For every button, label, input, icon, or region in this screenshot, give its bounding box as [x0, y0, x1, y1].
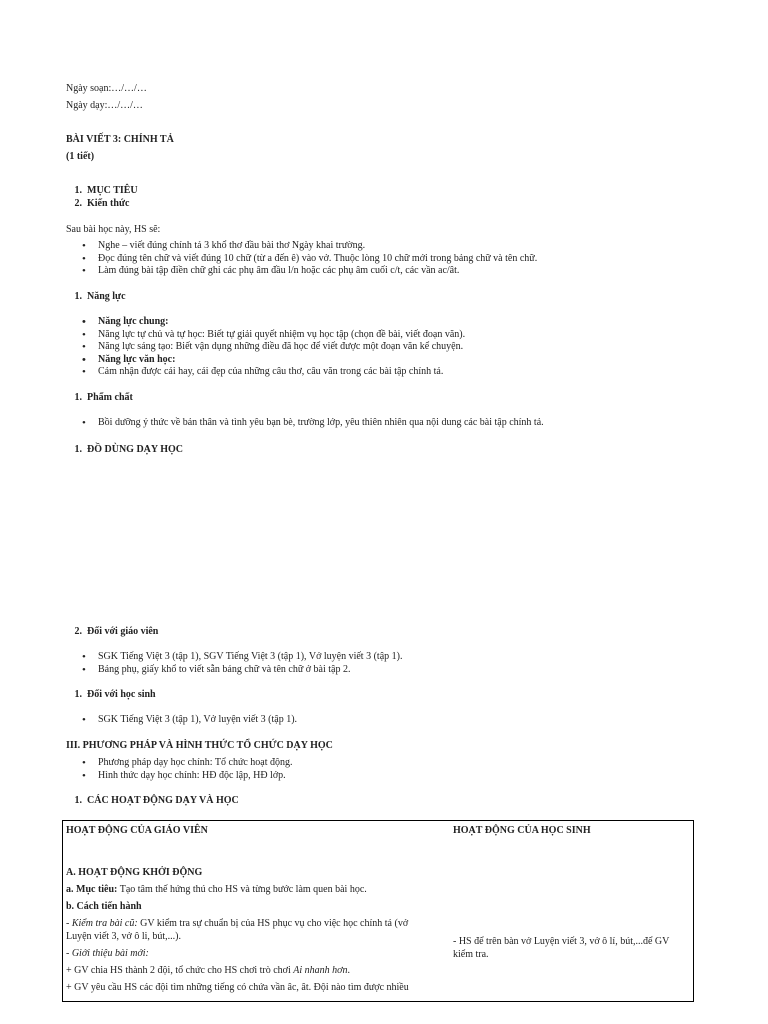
hoc-sinh-list: [82, 714, 297, 727]
list-item: • Năng lực tự chủ và tự học: Biết tự giải quyết nhiệm vụ học tập (chọn đề bài, viết đoạn văn).: [82, 329, 465, 342]
item-label: CÁC HOẠT ĐỘNG DẠY VÀ HỌC: [87, 795, 239, 806]
list-item: • Phương pháp dạy học chính: Tổ chức hoạt động.: [82, 757, 293, 770]
kien-thuc-list: [82, 240, 537, 278]
item-label: Phẩm chất: [87, 392, 133, 403]
khoi-dong-heading: A. HOẠT ĐỘNG KHỞI ĐỘNG: [66, 867, 203, 878]
item-number: 1.: [74, 392, 82, 403]
page-title: BÀI VIẾT 3: CHÍNH TẢ: [66, 134, 174, 145]
heading-phuong-phap: III. PHƯƠNG PHÁP VÀ HÌNH THỨC TỔ CHỨC DẠY HỌC: [66, 740, 333, 751]
heading-giao-vien: [66, 625, 158, 638]
item-number: 1.: [74, 185, 82, 196]
phuong-phap-list: [82, 757, 293, 782]
kiem-tra-line-2: Luyện viết 3, vở ô li, bút,...).: [66, 931, 181, 942]
list-item: • Năng lực chung:: [82, 316, 465, 329]
pham-chat-list: [82, 417, 544, 430]
heading-hoat-dong: [66, 794, 239, 807]
hs-de-line-1: - HS để trên bàn vở Luyện viết 3, vở ô lí, bút,...để GV: [453, 936, 670, 947]
list-item: • Nghe – viết đúng chính tả 3 khổ thơ đầu bài thơ Ngày khai trường.: [82, 240, 537, 253]
item-label: Đối với giáo viên: [87, 626, 159, 637]
list-item: • Hình thức dạy học chính: HĐ độc lập, HĐ lớp.: [82, 770, 293, 783]
list-item: • SGK Tiếng Việt 3 (tập 1), Vở luyện viết 3 (tập 1).: [82, 714, 297, 727]
kiem-tra-label: - Kiểm tra bài cũ:: [66, 918, 138, 929]
kiem-tra-text: GV kiểm tra sự chuẩn bị của HS phục vụ cho việc học chính tả (vở: [137, 918, 409, 929]
list-item: • Năng lực sáng tạo: Biết vận dụng những điều đã học để viết được một đoạn văn kể chuyện.: [82, 341, 465, 354]
item-label: Năng lực: [87, 291, 126, 302]
gioi-thieu: - Giới thiệu bài mới:: [66, 948, 149, 959]
item-muc-tieu: [66, 184, 138, 197]
intro-text: Sau bài học này, HS sẽ:: [66, 224, 161, 235]
heading-do-dung: [66, 443, 183, 456]
gv-yeu-cau: + GV yêu cầu HS các đội tìm những tiếng có chứa vần âc, ât. Đội nào tìm được nhiều: [66, 982, 409, 993]
item-label: Kiến thức: [87, 198, 130, 209]
list-item: • Làm đúng bài tập điền chữ ghi các phụ âm đầu l/n hoặc các phụ âm cuối c/t, các vần ac/ât.: [82, 265, 537, 278]
nang-luc-list: [82, 316, 465, 379]
ngay-day: Ngày dạy:…/…/…: [66, 100, 143, 111]
col-header-gv: HOẠT ĐỘNG CỦA GIÁO VIÊN: [66, 825, 208, 836]
item-number: 1.: [74, 291, 82, 302]
hs-de-line-2: kiểm tra.: [453, 949, 489, 960]
ngay-soan: Ngày soạn:…/…/…: [66, 83, 147, 94]
item-label: Đối với học sinh: [87, 689, 156, 700]
game-name: Ai nhanh hơn: [293, 965, 348, 976]
list-item: • Năng lực văn học:: [82, 354, 465, 367]
gv-chia-end: .: [347, 965, 350, 976]
giao-vien-list: [82, 651, 402, 676]
list-item: • Bảng phụ, giấy khổ to viết sẵn bảng chữ và tên chữ ở bài tập 2.: [82, 664, 402, 677]
list-item: • Bồi dưỡng ý thức về bản thân và tình yêu bạn bè, trường lớp, yêu thiên nhiên qua nội dung các bài tập chính tả.: [82, 417, 544, 430]
item-number: 2.: [74, 198, 82, 209]
gv-chia-text: + GV chia HS thành 2 đội, tổ chức cho HS chơi trò chơi: [66, 965, 294, 976]
item-number: 1.: [74, 689, 82, 700]
activities-table: [62, 820, 694, 1002]
item-kien-thuc: [66, 197, 129, 210]
list-item: • SGK Tiếng Việt 3 (tập 1), SGV Tiếng Việt 3 (tập 1), Vở luyện viết 3 (tập 1).: [82, 651, 402, 664]
item-label: MỤC TIÊU: [87, 185, 138, 196]
list-item: • Đọc đúng tên chữ và viết đúng 10 chữ (từ a đến ê) vào vở. Thuộc lòng 10 chữ mới trong bảng chữ và tên chữ.: [82, 253, 537, 266]
list-item: • Cảm nhận được cái hay, cái đẹp của những câu thơ, câu văn trong các bài tập chính tả.: [82, 366, 465, 379]
kiem-tra-line: [66, 917, 408, 930]
cach-tien-hanh: b. Cách tiến hành: [66, 901, 142, 912]
heading-pham-chat: [66, 391, 133, 404]
muc-tieu-label: a. Mục tiêu:: [66, 884, 118, 895]
heading-hoc-sinh: [66, 688, 156, 701]
gv-chia-line: [66, 964, 350, 977]
muc-tieu-line: [66, 883, 367, 896]
col-header-hs: HOẠT ĐỘNG CỦA HỌC SINH: [453, 825, 591, 836]
item-label: ĐỒ DÙNG DẠY HỌC: [87, 444, 184, 455]
item-number: 1.: [74, 795, 82, 806]
item-number: 1.: [74, 444, 82, 455]
item-number: 2.: [74, 626, 82, 637]
muc-tieu-text: Tạo tâm thế hứng thú cho HS và từng bước làm quen bài học.: [117, 884, 367, 895]
duration: (1 tiết): [66, 151, 95, 162]
heading-nang-luc: [66, 290, 126, 303]
